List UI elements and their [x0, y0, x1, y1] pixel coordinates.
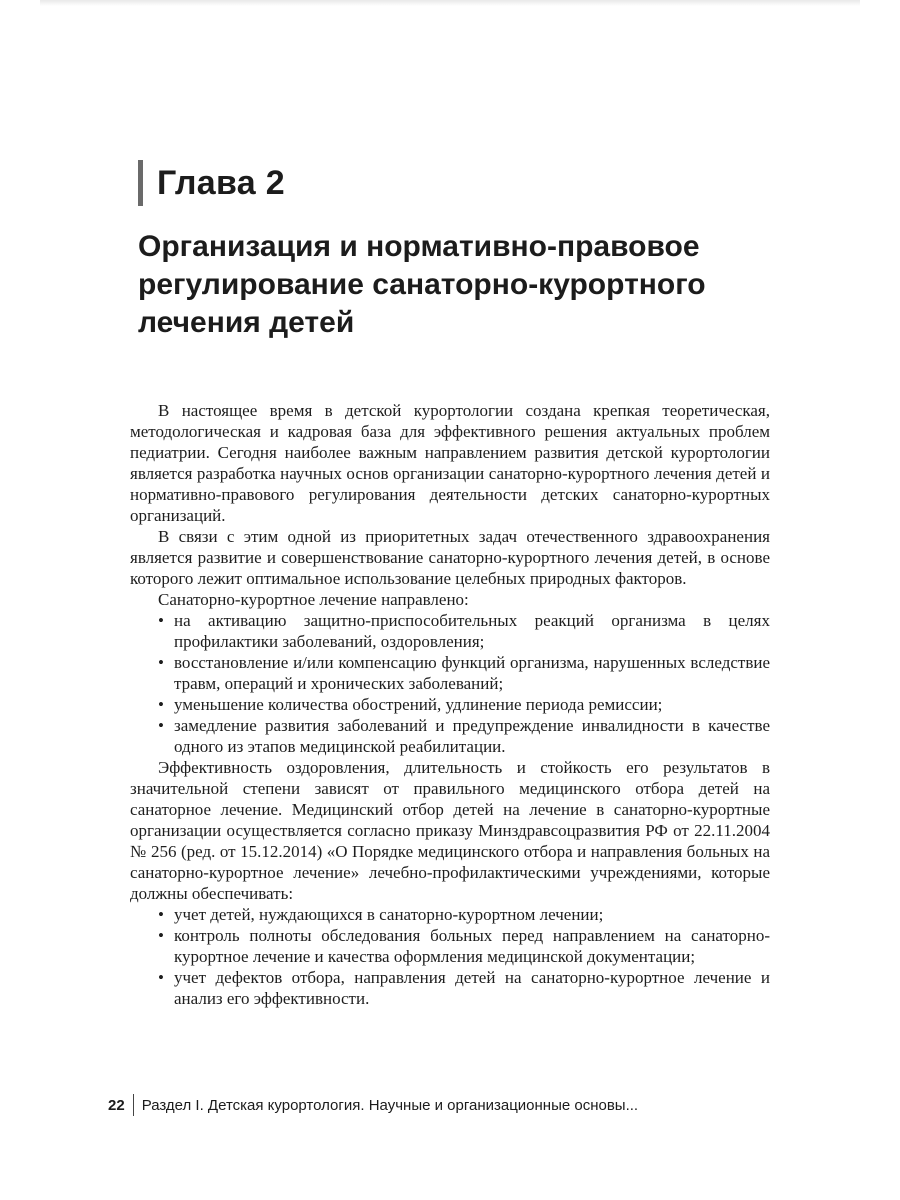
- paragraph: Эффективность оздоровления, длительность и стойкость его результатов в значительной степени зависят от правильного медицинского отбора детей на санаторное лечение. Медицинский отбор детей на лечение в санаторно-курортные организации осуществляется согласно приказу Минздравсоцразвития РФ от 22.11.2004 № 256 (ред. от 15.12.2014) «О Порядке медицинского отбора и направления больных на санаторно-курортное лечение» лечебно-профилактическими учреждениями, которые должны обеспечивать:: [130, 758, 770, 903]
- list-item: • восстановление и/или компенсацию функций организма, нарушенных вследствие травм, операций и хронических заболеваний;: [130, 652, 770, 694]
- paragraph: В настоящее время в детской курортологии создана крепкая теоретическая, методологическая и кадровая база для эффективного решения актуальных проблем педиатрии. Сегодня наиболее важным направлением развития детской курортологии является разработка научных основ организации санаторно-курортного лечения детей и нормативно-правового регулирования деятельности детских санаторно-курортных организаций.: [130, 401, 770, 525]
- title-line: регулирование санаторно-курортного: [138, 268, 706, 301]
- chapter-heading: [138, 160, 285, 206]
- chapter-label: Глава 2: [157, 163, 285, 202]
- body-text: [130, 400, 770, 1009]
- list-item: • учет детей, нуждающихся в санаторно-курортном лечении;: [130, 904, 770, 925]
- page-number: 22: [108, 1096, 125, 1114]
- list-item: • уменьшение количества обострений, удлинение периода ремиссии;: [130, 694, 770, 715]
- bullet-list: [130, 904, 770, 1009]
- title-line: Организация и нормативно-правовое: [138, 230, 700, 263]
- footer-divider: [133, 1094, 134, 1116]
- list-item: • на активацию защитно-приспособительных реакций организма в целях профилактики заболеваний, оздоровления;: [130, 610, 770, 652]
- page-top-edge: [40, 0, 860, 6]
- page-title: [138, 228, 818, 342]
- page-footer: [108, 1094, 638, 1116]
- list-item: • учет дефектов отбора, направления детей на санаторно-курортное лечение и анализ его эффективности.: [130, 967, 770, 1009]
- paragraph: Санаторно-курортное лечение направлено:: [158, 590, 469, 609]
- list-item: • замедление развития заболеваний и предупреждение инвалидности в качестве одного из этапов медицинской реабилитации.: [130, 715, 770, 757]
- chapter-bar: [138, 160, 143, 206]
- list-item: • контроль полноты обследования больных перед направлением на санаторно-курортное лечение и качества оформления медицинской документации;: [130, 925, 770, 967]
- running-head: Раздел I. Детская курортология. Научные и организационные основы...: [141, 1096, 639, 1114]
- bullet-list: [130, 610, 770, 757]
- title-line: лечения детей: [138, 306, 355, 339]
- paragraph: В связи с этим одной из приоритетных задач отечественного здравоохранения является развитие и совершенствование санаторно-курортного лечения детей, в основе которого лежит оптимальное использование целебных природных факторов.: [130, 527, 770, 588]
